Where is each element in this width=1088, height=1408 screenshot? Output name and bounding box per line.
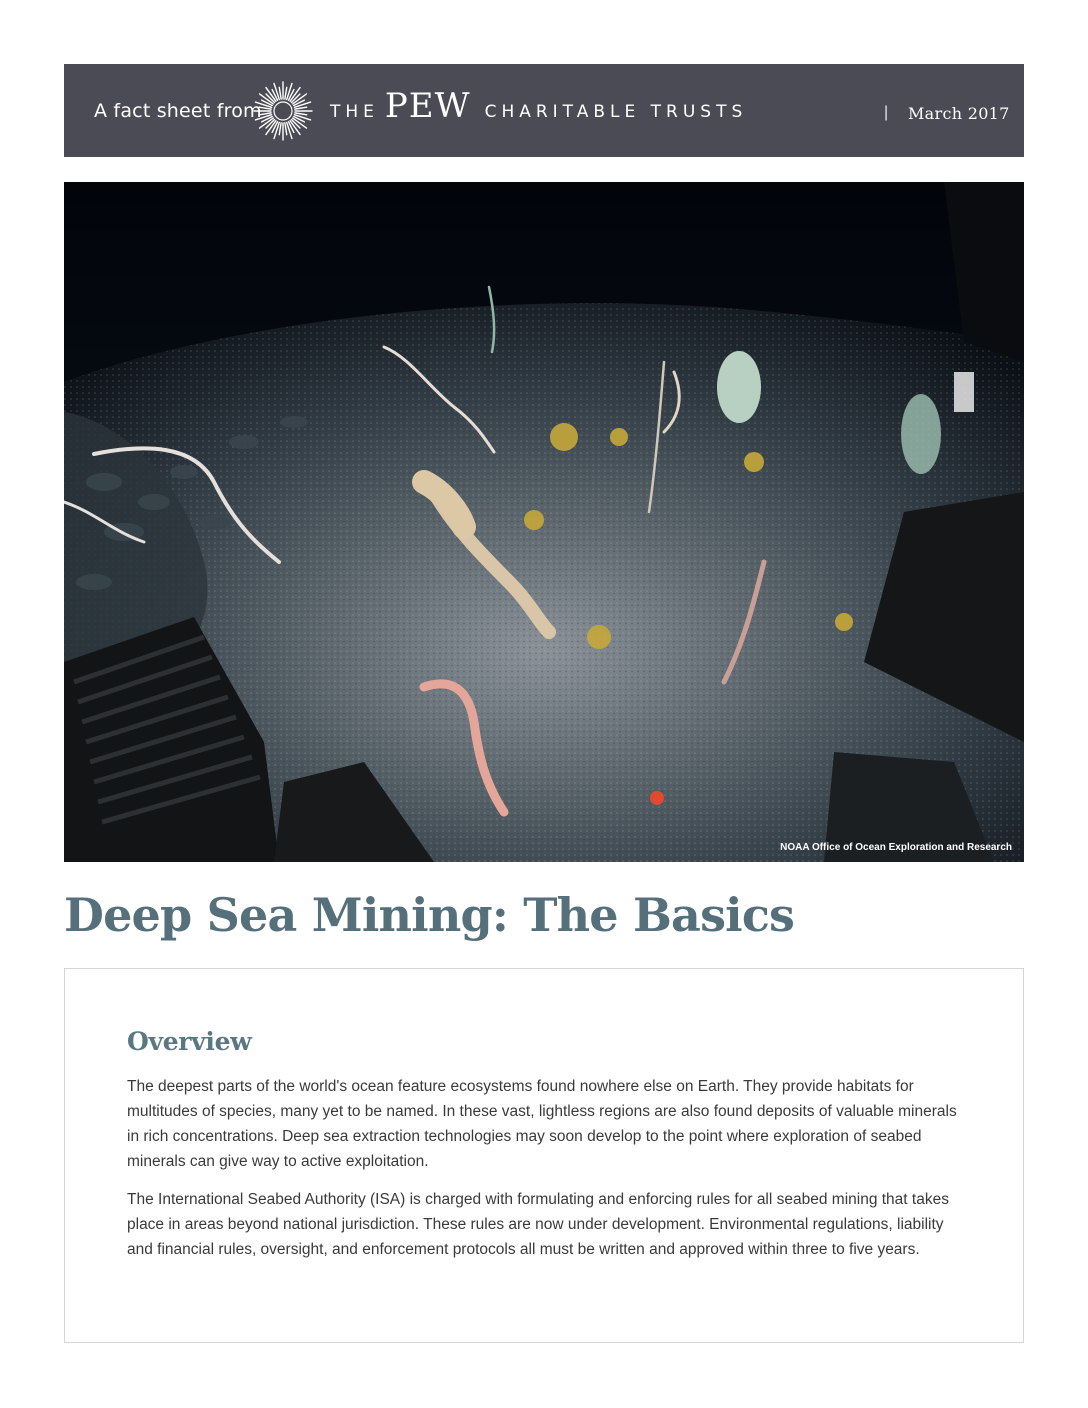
overview-box [64, 968, 1024, 1343]
sunburst-ray [295, 107, 307, 109]
sunburst-ray [279, 87, 281, 99]
header-intro: A fact sheet from [94, 100, 262, 122]
sunburst-ray [285, 123, 287, 135]
overview-heading: Overview [127, 1027, 252, 1056]
overview-paragraph-1: The deepest parts of the world's ocean feature ecosystems found nowhere else on Earth. They provide habitats for multitudes of species, many yet to be named. In these vast, lightless regions are also found deposits of valuable minerals in rich concentrations. Deep sea extraction technologies may soon develop to the point where exploration of seabed minerals can give way to active exploitation. [127, 1078, 957, 1170]
publication-date: March 2017 [908, 104, 1010, 123]
sunburst-ray [259, 113, 271, 115]
org-name-the: THE [330, 102, 379, 122]
sunburst-ray [259, 107, 271, 109]
hero-photo [64, 182, 1024, 862]
photo-credit: NOAA Office of Ocean Exploration and Research [780, 842, 1012, 853]
overview-paragraph-2: The International Seabed Authority (ISA) is charged with formulating and enforcing rules for all seabed mining that takes place in areas beyond national jurisdiction. These rules are now under development. Environmental regulations, liability and financial rules, oversight, and enforcement protocols all must be written and approved within three to five years. [127, 1191, 949, 1258]
org-name [330, 86, 747, 126]
sunburst-ray [279, 123, 281, 135]
sunburst-ray [295, 113, 307, 115]
header-band [64, 64, 1024, 157]
org-name-rest: CHARITABLE TRUSTS [484, 102, 748, 122]
deep-sea-floor-illustration [64, 182, 1024, 862]
page-title: Deep Sea Mining: The Basics [64, 888, 795, 942]
sunburst-logo-icon [252, 80, 314, 142]
org-name-pew: PEW [384, 86, 471, 126]
header-separator: | [884, 104, 889, 121]
sunburst-ray [285, 87, 287, 99]
